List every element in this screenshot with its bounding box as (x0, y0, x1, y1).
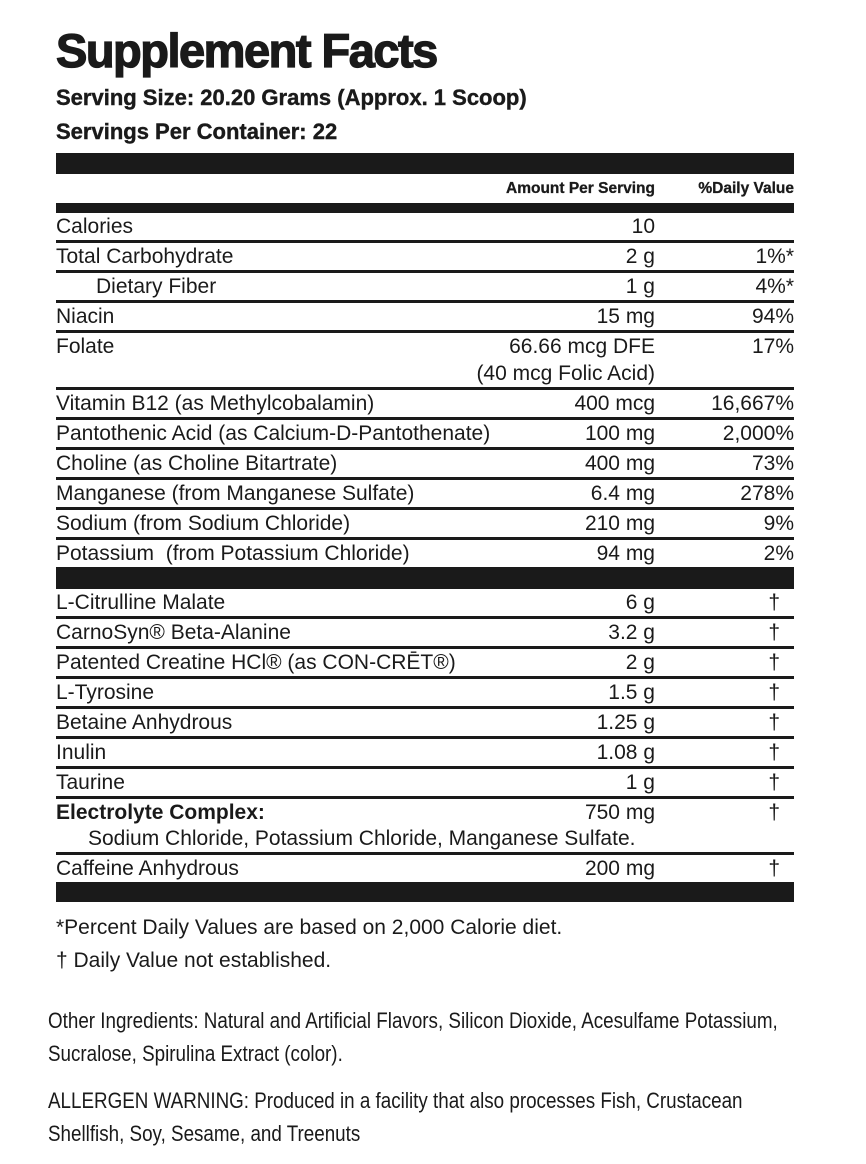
daily-value: † (768, 651, 780, 674)
table-row (56, 480, 794, 510)
daily-value: 94% (751, 305, 794, 328)
table-row (56, 769, 794, 799)
table-row (56, 649, 794, 679)
table-row-line (56, 679, 794, 706)
column-header-daily-value: %Daily Value (698, 180, 794, 197)
servings-per-container: Servings Per Container: 22 (56, 119, 338, 144)
daily-value: † (768, 591, 780, 614)
footnotes (56, 911, 794, 977)
allergen-warning (48, 1084, 858, 1150)
daily-value: 4%* (755, 275, 794, 298)
allergen-warning-line: ALLERGEN WARNING: Produced in a facility that also processes Fish, Crustacean (48, 1088, 743, 1113)
table-row (56, 679, 794, 709)
divider-bar-header (56, 203, 794, 213)
table-row-line (56, 243, 794, 270)
table-row (56, 739, 794, 769)
amount-value: 750 mg (584, 801, 655, 824)
allergen-warning-line: Shellfish, Soy, Sesame, and Treenuts (48, 1121, 361, 1146)
ingredient-name: Betaine Anhydrous (56, 711, 233, 734)
daily-value: † (768, 857, 780, 880)
footnote-percent: *Percent Daily Values are based on 2,000 Calorie diet. (56, 916, 563, 939)
daily-value: 1%* (755, 245, 794, 268)
table-row-line (56, 480, 794, 507)
amount-value: 66.66 mcg DFE (509, 335, 655, 358)
daily-value: 278% (740, 482, 794, 505)
table-row-line (56, 213, 794, 240)
ingredient-name: Inulin (56, 741, 107, 764)
table-row (56, 855, 794, 882)
amount-value: 6.4 mg (590, 482, 655, 505)
ingredient-name: Dietary Fiber (96, 275, 217, 298)
nutrients-section (56, 213, 794, 567)
amount-value: 400 mcg (574, 392, 655, 415)
daily-value: 16,667% (711, 392, 794, 415)
other-ingredients (48, 1004, 858, 1070)
amount-value: 2 g (625, 245, 655, 268)
amount-value: 6 g (625, 591, 655, 614)
other-ingredients-line: Sucralose, Spirulina Extract (color). (48, 1041, 343, 1066)
ingredient-name: Choline (as Choline Bitartrate) (56, 452, 338, 475)
amount-value: 3.2 g (608, 621, 655, 644)
divider-bar-section (56, 567, 794, 589)
table-row (56, 213, 794, 243)
supplement-facts-panel (56, 26, 794, 977)
ingredient-name: Caffeine Anhydrous (56, 857, 239, 880)
table-row (56, 589, 794, 619)
divider-bar-top (56, 153, 794, 174)
daily-value: 73% (751, 452, 794, 475)
ingredient-name: L-Tyrosine (56, 681, 155, 704)
table-row (56, 273, 794, 303)
amount-value: 200 mg (584, 857, 655, 880)
table-row (56, 420, 794, 450)
table-row-line (56, 739, 794, 766)
ingredient-name: Total Carbohydrate (56, 245, 234, 268)
amount-value-line2: (40 mcg Folic Acid) (476, 362, 655, 385)
daily-value: † (768, 771, 780, 794)
amount-value: 1.25 g (596, 711, 655, 734)
ingredient-name: Calories (56, 215, 134, 238)
ingredient-name: Electrolyte Complex: (56, 801, 265, 824)
ingredient-name: Pantothenic Acid (as Calcium-D-Pantothenate) (56, 422, 491, 445)
table-row-line (56, 855, 794, 882)
ingredient-name: Folate (56, 335, 115, 358)
table-row-line (56, 769, 794, 796)
table-row-line (56, 273, 794, 300)
daily-value: † (768, 621, 780, 644)
table-row-line (56, 649, 794, 676)
amount-value: 1 g (625, 771, 655, 794)
table-row (56, 390, 794, 420)
amount-value: 210 mg (584, 512, 655, 535)
table-row (56, 333, 794, 390)
amount-value: 1 g (625, 275, 655, 298)
table-row (56, 619, 794, 649)
table-row (56, 510, 794, 540)
ingredient-name: Potassium (from Potassium Chloride) (56, 542, 410, 565)
ingredient-name: CarnoSyn® Beta-Alanine (56, 621, 291, 644)
ingredient-name: Taurine (56, 771, 125, 794)
table-row-line (56, 390, 794, 417)
table-row (56, 243, 794, 273)
column-header-row (56, 174, 794, 203)
table-row (56, 709, 794, 739)
ingredient-name: Vitamin B12 (as Methylcobalamin) (56, 392, 375, 415)
other-ingredients-line: Other Ingredients: Natural and Artificial Flavors, Silicon Dioxide, Acesulfame Potassium, (48, 1008, 778, 1033)
table-row (56, 540, 794, 567)
daily-value: 2% (763, 542, 794, 565)
ingredient-name: Sodium (from Sodium Chloride) (56, 512, 351, 535)
daily-value: † (768, 711, 780, 734)
table-row-line (56, 799, 794, 826)
ingredient-name: Manganese (from Manganese Sulfate) (56, 482, 415, 505)
panel-title: Supplement Facts (56, 24, 437, 77)
table-row-line (56, 420, 794, 447)
footnote-dagger: † Daily Value not established. (56, 949, 332, 972)
daily-value: 2,000% (722, 422, 794, 445)
amount-value: 1.08 g (596, 741, 655, 764)
amount-value: 100 mg (584, 422, 655, 445)
amount-value: 10 (631, 215, 655, 238)
table-row (56, 303, 794, 333)
daily-value: † (768, 681, 780, 704)
ingredient-name: Patented Creatine HCl® (as CON-CRĒT®) (56, 651, 456, 674)
daily-value: † (768, 801, 780, 824)
table-row-line (56, 540, 794, 567)
amount-value: 1.5 g (608, 681, 655, 704)
table-row-line (56, 303, 794, 330)
amount-value: 94 mg (596, 542, 655, 565)
sub-ingredients: Sodium Chloride, Potassium Chloride, Manganese Sulfate. (56, 826, 794, 855)
daily-value: 17% (751, 335, 794, 358)
table-row-line (56, 450, 794, 477)
serving-size: Serving Size: 20.20 Grams (Approx. 1 Scoop) (56, 85, 527, 110)
table-row-line (56, 589, 794, 616)
amount-value: 400 mg (584, 452, 655, 475)
table-row-line (56, 709, 794, 736)
ingredient-name: L-Citrulline Malate (56, 591, 226, 614)
column-header-amount: Amount Per Serving (506, 180, 655, 197)
table-row-line (56, 510, 794, 537)
daily-value: 9% (763, 512, 794, 535)
table-row-line (56, 333, 794, 360)
table-row (56, 450, 794, 480)
divider-bar-bottom (56, 882, 794, 902)
table-row-line (56, 619, 794, 646)
daily-value: † (768, 741, 780, 764)
actives-section (56, 589, 794, 882)
amount-value: 2 g (625, 651, 655, 674)
bottom-text-block (48, 1004, 858, 1164)
ingredient-name: Niacin (56, 305, 115, 328)
table-row (56, 799, 794, 826)
amount-value: 15 mg (596, 305, 655, 328)
